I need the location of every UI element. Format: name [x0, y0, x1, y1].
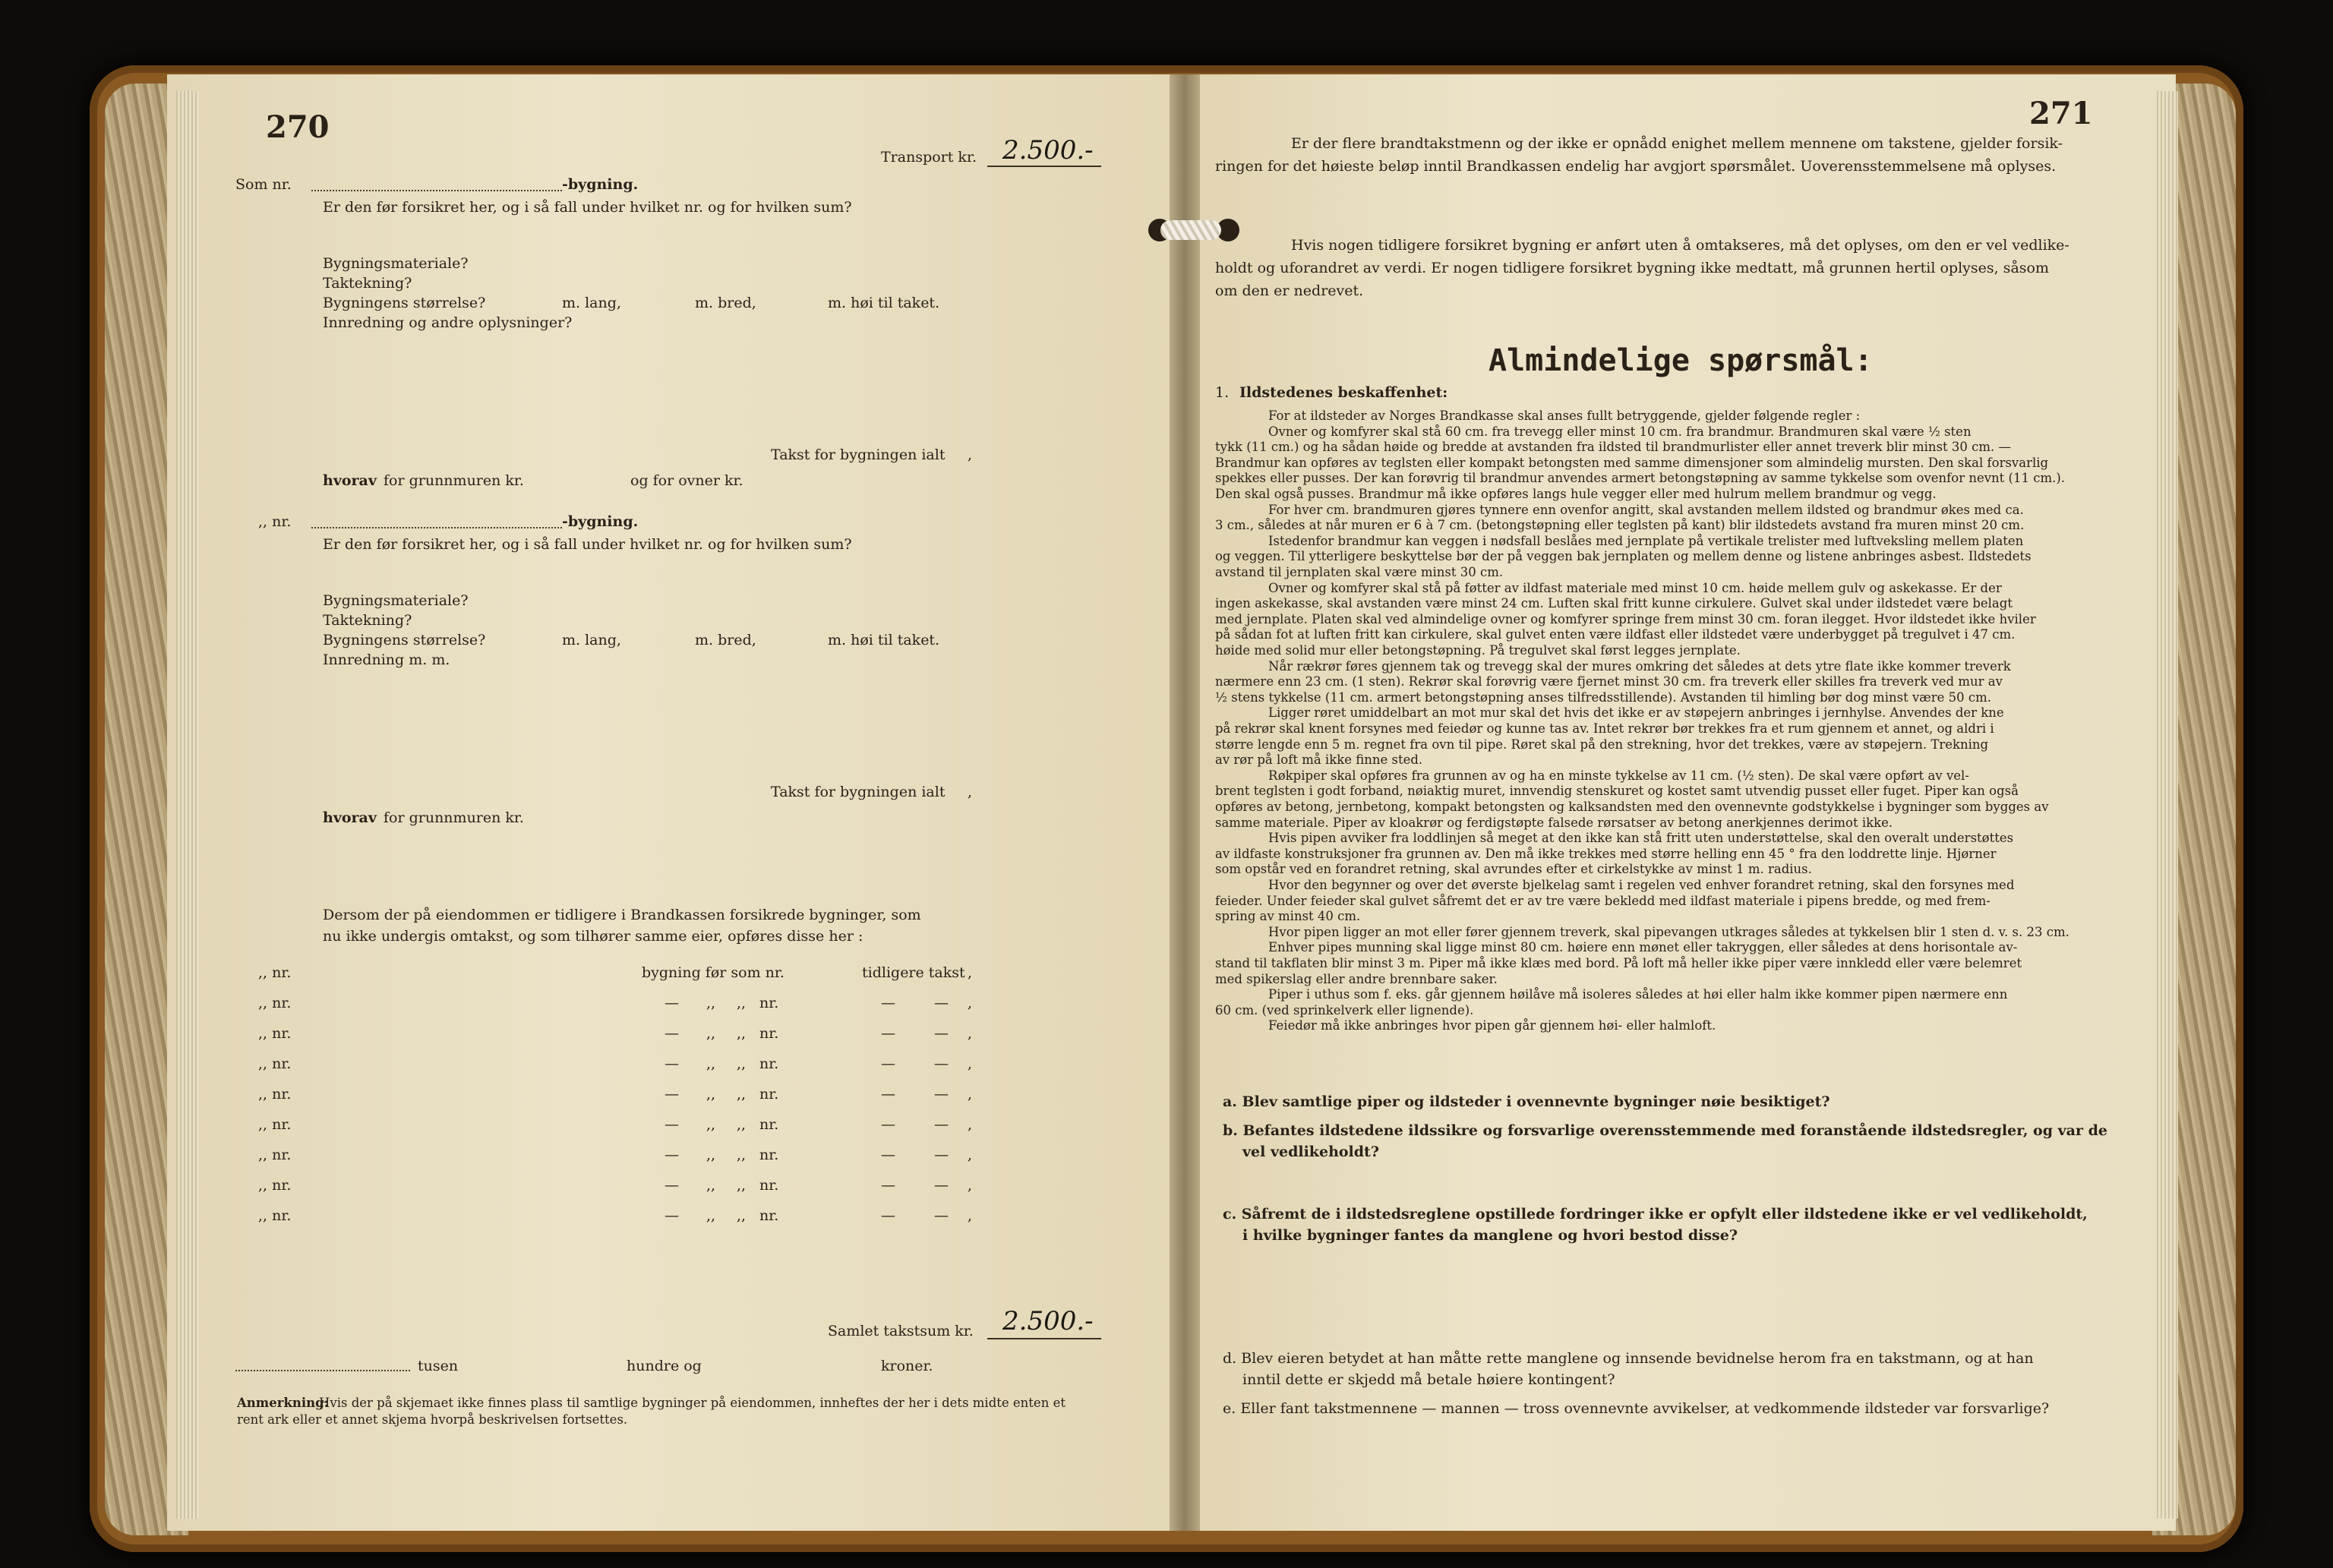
building1-ovner: og for ovner kr. [630, 472, 743, 489]
binding-cord [1160, 220, 1221, 240]
building1-roof: Taktekning? [323, 275, 412, 292]
building2-question: Er den før forsikret her, og i så fall under hvilket nr. og for hvilken sum? [323, 536, 852, 553]
book-gutter [1170, 74, 1200, 1531]
building2-takst-comma: , [968, 784, 973, 800]
rule-line: og veggen. Til ytterligere beskyttelse bør der på veggen bak jernplaten og mellem denne og listene anbringes asbest. Ildstedets [1215, 549, 2032, 564]
question-a: a. Blev samtlige piper og ildsteder i ovennevnte bygninger nøie besiktiget? [1223, 1093, 1830, 1110]
previous-row-d3: — [934, 1086, 949, 1103]
previous-row-q2: ,, [737, 1207, 747, 1224]
question-c-line1: c. Såfremt de i ildstedsreglene opstillede fordringer ikke er opfylt eller ildstedene ikke er vel vedlikeholdt, [1223, 1206, 2088, 1223]
previous-row-d3: — [934, 1207, 949, 1224]
intro1-line2: ringen for det høieste beløp inntil Brandkassen endelig har avgjort spørsmålet. Uoverensstemmelsene må oplyses. [1215, 158, 2057, 175]
page-number-right: 271 [2029, 96, 2093, 131]
previous-header-nr: ,, nr. [258, 964, 292, 981]
rule-line: spring av minst 40 cm. [1215, 909, 1361, 924]
previous-row-c: , [968, 995, 973, 1011]
building1-material: Bygningsmateriale? [323, 255, 469, 272]
question-c-line2: i hvilke bygninger fantes da manglene og hvori bestod disse? [1242, 1227, 1738, 1244]
previous-row-c: , [968, 1025, 973, 1042]
previous-intro-line2: nu ikke undergis omtakst, og som tilhører samme eier, opføres disse her : [323, 928, 863, 945]
anmerkning-line2: rent ark eller et annet skjema hvorpå beskrivelsen fortsettes. [237, 1412, 628, 1427]
previous-row-q: ,, [706, 1086, 716, 1103]
building2-hvorav: hvorav [323, 809, 377, 826]
rule-line: opføres av betong, jernbetong, kompakt betongsten og kalksandsten med den ovennevnte godstykkelse i bygninger som bygges av [1215, 800, 2049, 814]
previous-row-d2: — [881, 1116, 895, 1133]
hundre-label: hundre og [627, 1358, 702, 1374]
previous-row-c: , [968, 1116, 973, 1133]
intro2-line2: holdt og uforandret av verdi. Er nogen tidligere forsikret bygning ikke medtatt, må grunnen hertil oplyses, såsom [1215, 260, 2049, 276]
previous-row-d2: — [881, 1207, 895, 1224]
building2-grunnmuren: for grunnmuren kr. [384, 809, 524, 826]
rule-line: For at ildsteder av Norges Brandkasse skal anses fullt betryggende, gjelder følgende regler : [1268, 409, 1861, 423]
rule-line: Brandmur kan opføres av teglsten eller kompakt betongsten med samme dimensjoner som almindelig mursten. Den skal forsvarlig [1215, 455, 2049, 470]
tusen-line [235, 1370, 410, 1371]
previous-row-dash: — [665, 1086, 679, 1103]
previous-row-d2: — [881, 1025, 895, 1042]
rule-line: høide med solid mur eller betongstøpning. På tregulvet skal først legges jernplate. [1215, 643, 1741, 658]
previous-row-q: ,, [706, 1147, 716, 1163]
previous-row-d3: — [934, 1116, 949, 1133]
rule-line: feieder. Under feieder skal gulvet såfremt det er av tre være bekledd med ildfast materiale i pipens bredde, og med frem- [1215, 893, 1990, 908]
previous-header-takst: tidligere takst [862, 964, 965, 981]
previous-row-d2: — [881, 1177, 895, 1194]
samlet-value: 2.500.- [1002, 1306, 1094, 1336]
rule-line: Piper i uthus som f. eks. går gjennem høilåve må isoleres således at høi eller halm ikke kommer pipen nærmere enn [1268, 987, 2008, 1002]
building2-bred: m. bred, [695, 632, 756, 648]
building2-nr-line [311, 527, 562, 528]
previous-row-dash: — [665, 1207, 679, 1224]
building2-lang: m. lang, [562, 632, 621, 648]
right-page [1185, 74, 2176, 1531]
previous-row-q: ,, [706, 1207, 716, 1224]
left-page [167, 74, 1177, 1531]
rule-line: med jernplate. Platen skal ved almindelige ovner og komfyrer springe frem minst 30 cm. foran ilegget. Hvor ildstedet ikke hviler [1215, 611, 2036, 626]
question-d-line2: inntil dette er skjedd må betale høiere kontingent? [1242, 1371, 1615, 1388]
building2-furnishing: Innredning m. m. [323, 651, 450, 668]
building2-takst-label: Takst for bygningen ialt [771, 784, 946, 800]
rule-line: Hvor den begynner og over det øverste bjelkelag samt i regelen ved enhver forandret retning, skal den forsynes med [1268, 878, 2015, 892]
previous-row-dash: — [665, 995, 679, 1011]
previous-row-dash: — [665, 1055, 679, 1072]
building1-nr-line [311, 190, 562, 191]
page-edges-left [176, 91, 199, 1519]
previous-row-c: , [968, 1207, 973, 1224]
previous-row-q: ,, [706, 995, 716, 1011]
previous-row-q2: ,, [737, 1177, 747, 1194]
rule-line: av ildfaste konstruksjoner fra grunnen av. Den må ikke trekkes med større helling enn 45 ° fra den loddrette linje. Hjørner [1215, 846, 1997, 861]
previous-row-d2: — [881, 1086, 895, 1103]
previous-header-bygning: bygning før som nr. [642, 964, 785, 981]
building1-grunnmuren: for grunnmuren kr. [384, 472, 524, 489]
question-d-line1: d. Blev eieren betydet at han måtte rette manglene og innsende bevidnelse herom fra en takstmann, og at han [1223, 1350, 2034, 1367]
transport-line [987, 166, 1101, 167]
rule-line: Feiedør må ikke anbringes hvor pipen går gjennem høi- eller halmloft. [1268, 1018, 1716, 1033]
previous-row-nr2: nr. [759, 1116, 779, 1133]
rule-line: som opstår ved en forandret retning, skal avrundes efter et cirkelstykke av minst 1 m. radius. [1215, 862, 1812, 877]
rule-line: Røkpiper skal opføres fra grunnen av og ha en minste tykkelse av 11 cm. (½ sten). De skal være opført av vel- [1268, 768, 1969, 783]
rule-line: brent teglsten i godt forband, nøiaktig muret, innvendig stenskuret og kostet samt utvendig pusset eller fuget. Piper kan også [1215, 784, 2019, 799]
rule-line: Hvor pipen ligger an mot eller fører gjennem treverk, skal pipevangen utkrages således at tykkelsen blir 1 sten d. v. s. 23 cm. [1268, 924, 2069, 939]
building2-bygning: -bygning. [562, 513, 639, 530]
section-number: 1. [1215, 384, 1230, 401]
rule-line: nærmere enn 23 cm. (1 sten). Rekrør skal forøvrig være fjernet minst 30 cm. fra treverk eller skilles fra treverk ved mur av [1215, 674, 2003, 689]
previous-row-d3: — [934, 1177, 949, 1194]
building2-nr: ,, nr. [258, 513, 292, 530]
previous-row-nr: ,, nr. [258, 995, 292, 1011]
transport-label: Transport kr. [881, 149, 977, 166]
rule-line: med spikerslag eller andre brennbare saker. [1215, 971, 1498, 986]
building1-takst-comma: , [968, 446, 973, 463]
previous-row-q2: ,, [737, 1086, 747, 1103]
building1-som-nr: Som nr. [235, 176, 292, 193]
previous-row-d3: — [934, 1025, 949, 1042]
previous-row-dash: — [665, 1116, 679, 1133]
page-number-left: 270 [266, 109, 330, 145]
building1-lang: m. lang, [562, 295, 621, 311]
previous-row-nr2: nr. [759, 995, 779, 1011]
previous-row-nr: ,, nr. [258, 1025, 292, 1042]
building1-size: Bygningens størrelse? [323, 295, 486, 311]
previous-row-dash: — [665, 1147, 679, 1163]
previous-intro-line1: Dersom der på eiendommen er tidligere i Brandkassen forsikrede bygninger, som [323, 907, 921, 923]
section-title: Ildstedenes beskaffenhet: [1239, 384, 1448, 401]
previous-row-c: , [968, 1147, 973, 1163]
building1-takst-label: Takst for bygningen ialt [771, 446, 946, 463]
samlet-line [987, 1338, 1101, 1339]
previous-row-q: ,, [706, 1055, 716, 1072]
rule-line: på rekrør skal knent forsynes med feiedør og kunne tas av. Intet rekrør bør trekkes fra et rum gjennem et annet, og aldri i [1215, 721, 1994, 736]
previous-row-dash: — [665, 1177, 679, 1194]
previous-row-nr: ,, nr. [258, 1086, 292, 1103]
kroner-label: kroner. [881, 1358, 933, 1374]
rule-line: Den skal også pusses. Brandmur må ikke opføres langs hule vegger eller med hulrum mellem brandmur og vegg. [1215, 487, 1937, 501]
samlet-label: Samlet takstsum kr. [828, 1323, 974, 1339]
previous-row-c: , [968, 1086, 973, 1103]
previous-row-d3: — [934, 1147, 949, 1163]
intro2-line3: om den er nedrevet. [1215, 282, 1364, 299]
previous-row-d3: — [934, 1055, 949, 1072]
rule-line: Ovner og komfyrer skal stå 60 cm. fra trevegg eller minst 10 cm. fra brandmur. Brandmuren skal være ½ sten [1268, 424, 1972, 439]
heading-almindelige: Almindelige spørsmål: [1489, 343, 1873, 378]
previous-row-nr2: nr. [759, 1177, 779, 1194]
previous-row-nr: ,, nr. [258, 1147, 292, 1163]
previous-row-d2: — [881, 1055, 895, 1072]
rule-line: For hver cm. brandmuren gjøres tynnere enn ovenfor angitt, skal avstanden mellem ildsted og brandmur økes med ca. [1268, 502, 2024, 517]
rule-line: Enhver pipes munning skal ligge minst 80 cm. høiere enn mønet eller takryggen, eller således at dens horisontale av- [1268, 940, 2018, 955]
page-edges-right [2157, 91, 2178, 1519]
previous-row-q2: ,, [737, 995, 747, 1011]
building1-furnishing: Innredning og andre oplysninger? [323, 314, 573, 331]
building1-hoi: m. høi til taket. [828, 295, 940, 311]
previous-row-nr2: nr. [759, 1207, 779, 1224]
previous-row-q: ,, [706, 1177, 716, 1194]
rule-line: Ovner og komfyrer skal stå på føtter av ildfast materiale med minst 10 cm. høide mellem gulv og askekasse. Er der [1268, 580, 2002, 595]
building2-size: Bygningens størrelse? [323, 632, 486, 648]
previous-row-q2: ,, [737, 1116, 747, 1133]
question-b-line2: vel vedlikeholdt? [1242, 1144, 1379, 1160]
previous-row-d3: — [934, 995, 949, 1011]
rule-line: Istedenfor brandmur kan veggen i nødsfall beslåes med jernplate på vertikale trelister med luftveksling mellem platen [1268, 533, 2024, 548]
rule-line: samme materiale. Piper av kloakrør og ferdigstøpte falsede rørsatser av betong anerkjennes derimot ikke. [1215, 815, 1893, 830]
previous-row-c: , [968, 1177, 973, 1194]
rule-line: Når rækrør føres gjennem tak og trevegg skal der mures omkring det således at dets ytre flate ikke kommer treverk [1268, 658, 2011, 674]
previous-row-nr: ,, nr. [258, 1177, 292, 1194]
rule-line: stand til takflaten blir minst 3 m. Piper må ikke klæs med bord. På loft må heller ikke piper være innkledd eller være belemret [1215, 956, 2022, 970]
previous-row-nr2: nr. [759, 1025, 779, 1042]
rule-line: ½ stens tykkelse (11 cm. armert betongstøpning anses tilfredsstillende). Avstanden til himling bør dog minst være 50 cm. [1215, 689, 1992, 705]
question-b-line1: b. Befantes ildstedene ildssikre og forsvarlige overensstemmende med foranstående ildstedsregler, og var de [1223, 1122, 2107, 1139]
building1-bygning: -bygning. [562, 176, 639, 193]
rule-line: Ligger røret umiddelbart an mot mur skal det hvis det ikke er av støpejern anbringes i jernhylse. Anvendes der kne [1268, 705, 2004, 721]
building2-hoi: m. høi til taket. [828, 632, 940, 648]
previous-row-c: , [968, 1055, 973, 1072]
previous-row-q2: ,, [737, 1147, 747, 1163]
previous-header-comma: , [968, 964, 973, 981]
previous-row-dash: — [665, 1025, 679, 1042]
previous-row-nr: ,, nr. [258, 1055, 292, 1072]
anmerkning-line1: Hvis der på skjemaet ikke finnes plass til samtlige bygninger på eiendommen, innheftes der her i dets midte enten et [319, 1396, 1065, 1410]
previous-row-nr2: nr. [759, 1086, 779, 1103]
rule-line: 60 cm. (ved sprinkelverk eller lignende). [1215, 1002, 1474, 1017]
previous-row-d2: — [881, 995, 895, 1011]
building1-question: Er den før forsikret her, og i så fall under hvilket nr. og for hvilken sum? [323, 199, 852, 216]
building2-roof: Taktekning? [323, 612, 412, 629]
rule-line: avstand til jernplaten skal være minst 30 cm. [1215, 565, 1504, 579]
anmerkning-label: Anmerkning: [237, 1396, 329, 1410]
rule-line: større lengde enn 5 m. regnet fra ovn til pipe. Røret skal på den strekning, hvor det trekkes, være av støpejern. Trekning [1215, 737, 1989, 752]
previous-row-q2: ,, [737, 1025, 747, 1042]
previous-row-nr: ,, nr. [258, 1116, 292, 1133]
previous-row-nr2: nr. [759, 1147, 779, 1163]
previous-row-q: ,, [706, 1025, 716, 1042]
previous-row-q: ,, [706, 1116, 716, 1133]
rule-line: 3 cm., således at når muren er 6 à 7 cm. (betongstøpning eller teglsten på kant) blir ildstedets avstand fra muren minst 20 cm. [1215, 518, 2025, 533]
building1-hvorav: hvorav [323, 472, 377, 489]
rule-line: ingen askekasse, skal avstanden være minst 24 cm. Luften skal fritt kunne cirkulere. Gulvet skal under ildstedet være belagt [1215, 596, 2013, 611]
previous-row-nr2: nr. [759, 1055, 779, 1072]
question-e: e. Eller fant takstmennene — mannen — tross ovennevnte avvikelser, at vedkommende ildsteder var forsvarlige? [1223, 1400, 2050, 1417]
building2-material: Bygningsmateriale? [323, 592, 469, 609]
tusen-label: tusen [418, 1358, 459, 1374]
building1-bred: m. bred, [695, 295, 756, 311]
rule-line: spekkes eller pusses. Der kan forøvrig til brandmur anvendes armert betongstøpning av samme tykkelse som ovenfor nevnt (11 cm.). [1215, 471, 2066, 486]
transport-value: 2.500.- [1002, 135, 1094, 166]
rule-line: tykk (11 cm.) og ha sådan høide og bredde at avstanden fra ildsted til brandmurlister eller annet treverk blir minst 30 cm. — [1215, 440, 2012, 455]
rule-line: av rør på loft må ikke finne sted. [1215, 752, 1423, 768]
rule-line: på sådan fot at luften fritt kan cirkulere, skal gulvet enten være ildfast eller ildstedet være underbygget på tregulvet i 47 cm. [1215, 627, 2016, 642]
previous-row-nr: ,, nr. [258, 1207, 292, 1224]
previous-row-d2: — [881, 1147, 895, 1163]
intro2-line1: Hvis nogen tidligere forsikret bygning er anført uten å omtakseres, må det oplyses, om den er vel vedlike- [1291, 237, 2069, 254]
previous-row-q2: ,, [737, 1055, 747, 1072]
intro1-line1: Er der flere brandtakstmenn og der ikke er opnådd enighet mellem mennene om takstene, gjelder forsik- [1291, 135, 2063, 152]
rule-line: Hvis pipen avviker fra loddlinjen så meget at den ikke kan stå fritt uten understøttelse, skal den overalt understøttes [1268, 831, 2014, 846]
